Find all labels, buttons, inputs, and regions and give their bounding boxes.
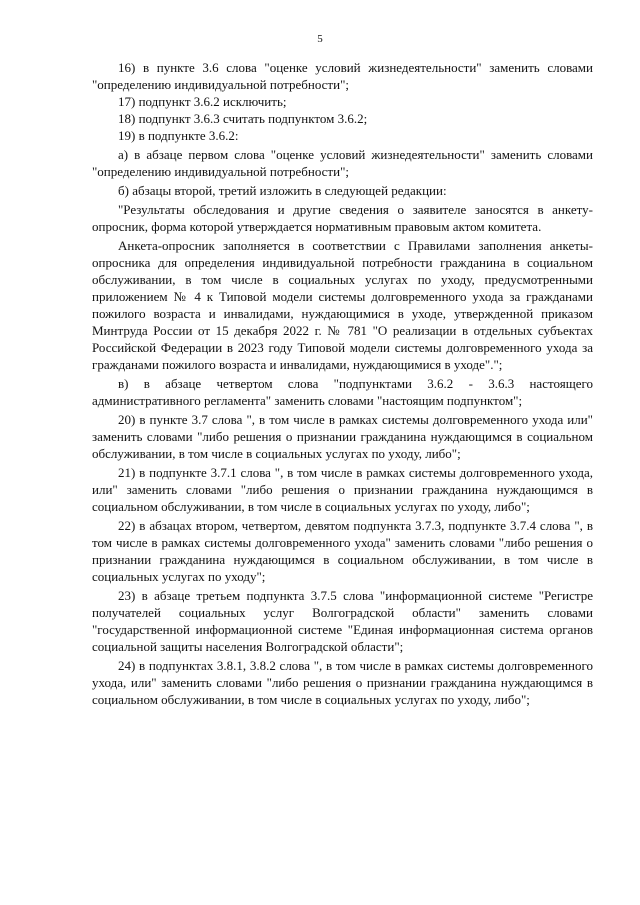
paragraph-item-21: 21) в подпункте 3.7.1 слова ", в том числе в рамках системы долговременного ухода, или" заменить словами "либо решения о признании гражданина нуждающимся в социальном обслуживании, в том числе в социальных услугах по уходу, либо"; <box>92 465 593 514</box>
paragraph-item-23: 23) в абзаце третьем подпункта 3.7.5 слова "информационной системе "Регистре получателей социальных услуг Волгоградской области" заменить словами "государственной информационной системе "Единая информационная система органов социальной защиты населения Волгоградской области"; <box>92 588 593 654</box>
quoted-paragraph-questionnaire: Анкета-опросник заполняется в соответствии с Правилами заполнения анкеты-опросника для определения индивидуальной потребности гражданина в социальном обслуживании, в том числе в социальных услугах по уходу, предусмотренными приложением № 4 к Типовой модели системы долговременного ухода за гражданами пожилого возраста и инвалидами, нуждающимися в уходе, утвержденной приказом Минтруда России от 15 декабря 2022 г. № 781 "О реализации в отдельных субъектах Российской Федерации в 2023 году Типовой модели системы долговременного ухода за гражданами пожилого возраста и инвалидами, нуждающимися в уходе"."; <box>92 238 593 372</box>
paragraph-subitem-v: в) в абзаце четвертом слова "подпунктами 3.6.2 - 3.6.3 настоящего административного регламента" заменить словами "настоящим подпунктом"; <box>92 376 593 408</box>
paragraph-subitem-a: а) в абзаце первом слова "оценке условий жизнедеятельности" заменить словами "определению индивидуальной потребности"; <box>92 147 593 179</box>
document-body <box>92 59 593 710</box>
quoted-paragraph-results: "Результаты обследования и другие сведения о заявителе заносятся в анкету-опросник, форма которой утверждается нормативным правовым актом комитета. <box>92 202 593 234</box>
paragraph-item-22: 22) в абзацах втором, четвертом, девятом подпункта 3.7.3, подпункте 3.7.4 слова ", в том числе в рамках системы долговременного ухода" заменить словами "либо решения о признании гражданина нуждающимся в социальном обслуживании, в том числе в социальных услугах по уходу"; <box>92 518 593 584</box>
paragraph-item-20: 20) в пункте 3.7 слова ", в том числе в рамках системы долговременного ухода или" заменить словами "либо решения о признании гражданина нуждающимся в социальном обслуживании, в том числе в социальных услугах по уходу, либо"; <box>92 412 593 461</box>
paragraph-item-16: 16) в пункте 3.6 слова "оценке условий жизнедеятельности" заменить словами "определению индивидуальной потребности"; <box>92 60 593 92</box>
paragraph-item-18: 18) подпункт 3.6.3 считать подпунктом 3.6.2; <box>118 111 368 126</box>
page-number: 5 <box>317 33 323 45</box>
paragraph-item-19: 19) в подпункте 3.6.2: <box>118 128 239 143</box>
paragraph-subitem-b: б) абзацы второй, третий изложить в следующей редакции: <box>118 183 447 198</box>
paragraph-item-17: 17) подпункт 3.6.2 исключить; <box>118 94 287 109</box>
paragraph-item-24: 24) в подпунктах 3.8.1, 3.8.2 слова ", в том числе в рамках системы долговременного ухода, или" заменить словами "либо решения о признании гражданина нуждающимся в социальном обслуживании, в том числе в социальных услугах по уходу, либо"; <box>92 658 593 707</box>
